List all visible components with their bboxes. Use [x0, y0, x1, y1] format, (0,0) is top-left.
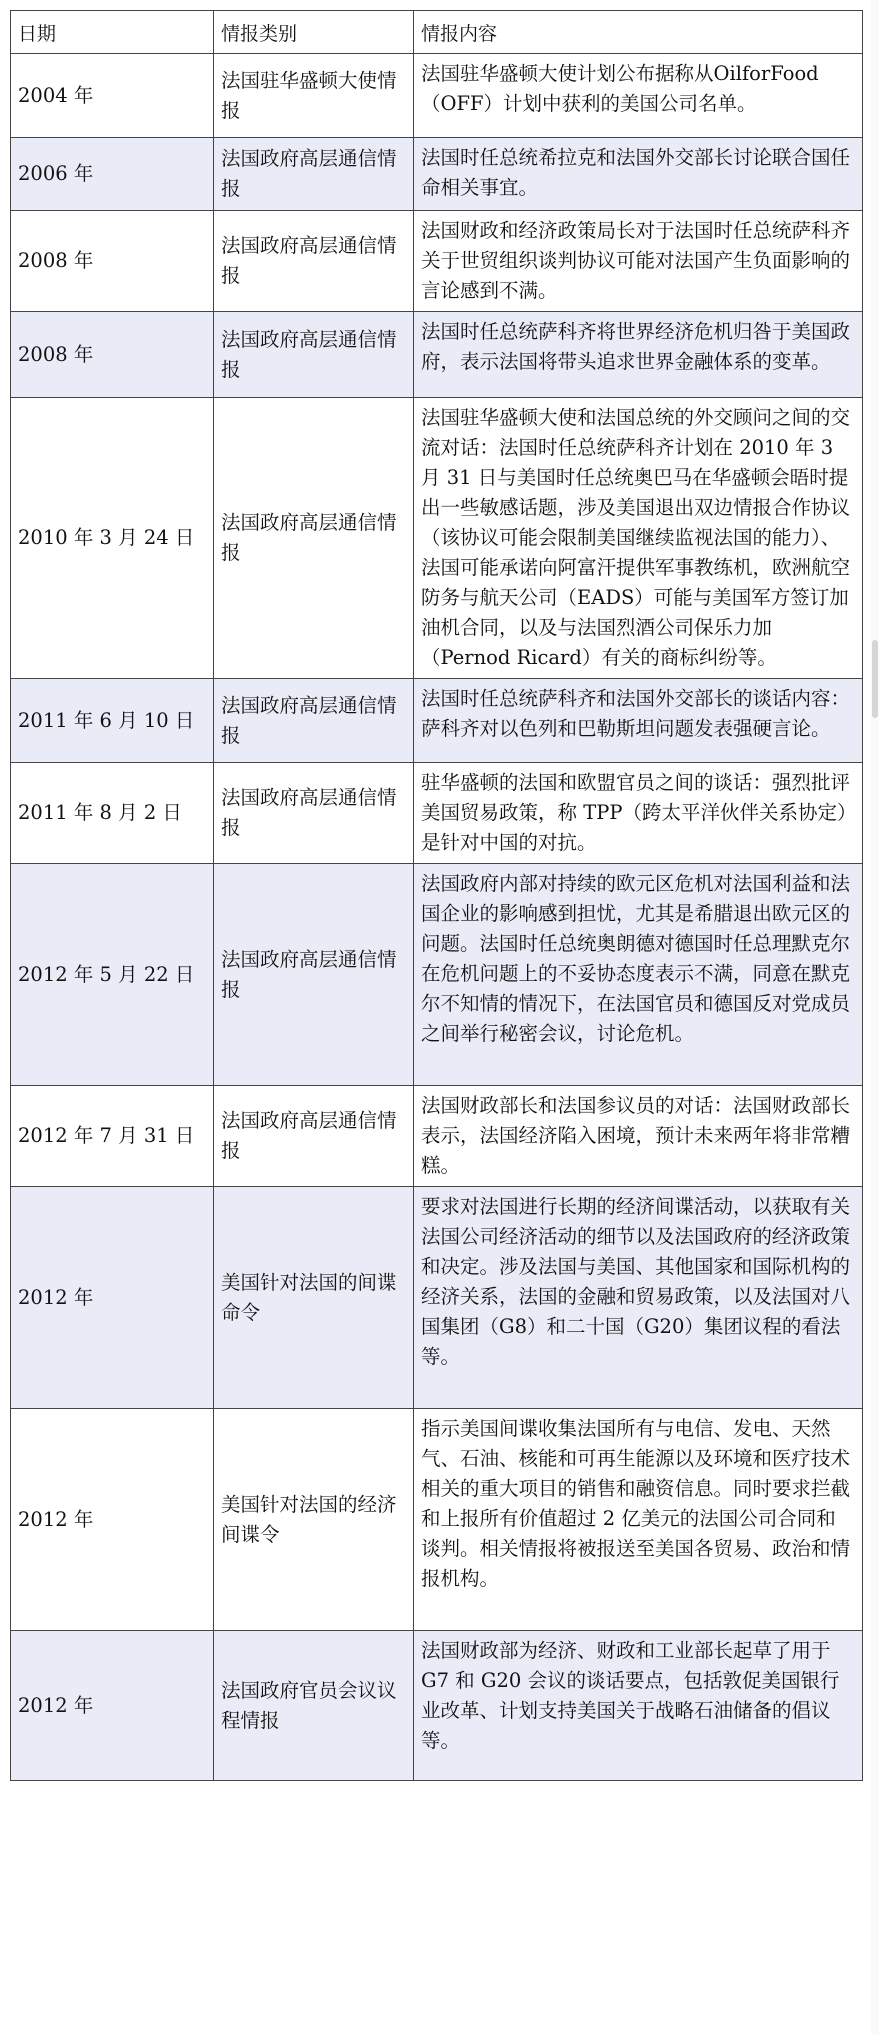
- table-row: [11, 1086, 863, 1187]
- scrollbar-thumb[interactable]: [872, 640, 878, 718]
- cell-category: 法国政府高层通信情报: [214, 211, 414, 312]
- cell-content: 法国时任总统希拉克和法国外交部长讨论联合国任命相关事宜。: [414, 138, 863, 211]
- cell-content: 法国时任总统萨科齐和法国外交部长的谈话内容：萨科齐对以色列和巴勒斯坦问题发表强硬言论。: [414, 679, 863, 763]
- cell-date: 2010 年 3 月 24 日: [11, 398, 214, 679]
- cell-date: 2012 年 5 月 22 日: [11, 864, 214, 1086]
- cell-content: 指示美国间谍收集法国所有与电信、发电、天然气、石油、核能和可再生能源以及环境和医疗技术相关的重大项目的销售和融资信息。同时要求拦截和上报所有价值超过 2 亿美元的法国公司合同和谈判。相关情报将被报送至美国各贸易、政治和情报机构。: [414, 1409, 863, 1631]
- cell-content: 法国政府内部对持续的欧元区危机对法国利益和法国企业的影响感到担忧，尤其是希腊退出欧元区的问题。法国时任总统奥朗德对德国时任总理默克尔在危机问题上的不妥协态度表示不满，同意在默克尔不知情的情况下，在法国官员和德国反对党成员之间举行秘密会议，讨论危机。: [414, 864, 863, 1086]
- cell-date: 2012 年: [11, 1409, 214, 1631]
- cell-category: 法国驻华盛顿大使情报: [214, 54, 414, 138]
- cell-date: 2011 年 6 月 10 日: [11, 679, 214, 763]
- table-header-row: [11, 11, 863, 54]
- table-row: [11, 1631, 863, 1781]
- cell-date: 2012 年: [11, 1187, 214, 1409]
- cell-category: 法国政府高层通信情报: [214, 763, 414, 864]
- cell-category: 法国政府高层通信情报: [214, 398, 414, 679]
- cell-category: 法国政府高层通信情报: [214, 864, 414, 1086]
- cell-category: 法国政府高层通信情报: [214, 679, 414, 763]
- cell-date: 2004 年: [11, 54, 214, 138]
- cell-content: 驻华盛顿的法国和欧盟官员之间的谈话：强烈批评美国贸易政策，称 TPP（跨太平洋伙伴关系协定）是针对中国的对抗。: [414, 763, 863, 864]
- intelligence-table: [10, 10, 863, 1781]
- table-row: [11, 1187, 863, 1409]
- cell-content: 法国驻华盛顿大使和法国总统的外交顾问之间的交流对话：法国时任总统萨科齐计划在 2010 年 3 月 31 日与美国时任总统奥巴马在华盛顿会晤时提出一些敏感话题，涉及美国退出双边情报合作协议（该协议可能会限制美国继续监视法国的能力）、法国可能承诺向阿富汗提供军事教练机，欧洲航空防务与航天公司（EADS）可能与美国军方签订加油机合同，以及与法国烈酒公司保乐力加（Pernod Ricard）有关的商标纠纷等。: [414, 398, 863, 679]
- cell-content: 法国财政和经济政策局长对于法国时任总统萨科齐关于世贸组织谈判协议可能对法国产生负面影响的言论感到不满。: [414, 211, 863, 312]
- table-row: [11, 211, 863, 312]
- cell-category: 法国政府高层通信情报: [214, 1086, 414, 1187]
- cell-date: 2008 年: [11, 211, 214, 312]
- table-row: [11, 679, 863, 763]
- table-row: [11, 398, 863, 679]
- header-category: 情报类别: [214, 11, 414, 54]
- header-content: 情报内容: [414, 11, 863, 54]
- scrollbar[interactable]: [871, 0, 879, 2035]
- cell-category: 法国政府高层通信情报: [214, 312, 414, 398]
- table-row: [11, 1409, 863, 1631]
- cell-date: 2011 年 8 月 2 日: [11, 763, 214, 864]
- cell-content: 法国驻华盛顿大使计划公布据称从OilforFood（OFF）计划中获利的美国公司名单。: [414, 54, 863, 138]
- table-row: [11, 312, 863, 398]
- cell-date: 2012 年: [11, 1631, 214, 1781]
- cell-content: 法国时任总统萨科齐将世界经济危机归咎于美国政府，表示法国将带头追求世界金融体系的变革。: [414, 312, 863, 398]
- cell-category: 法国政府官员会议议程情报: [214, 1631, 414, 1781]
- cell-date: 2006 年: [11, 138, 214, 211]
- cell-category: 法国政府高层通信情报: [214, 138, 414, 211]
- table-row: [11, 54, 863, 138]
- document: [10, 10, 862, 1781]
- table-row: [11, 864, 863, 1086]
- cell-date: 2012 年 7 月 31 日: [11, 1086, 214, 1187]
- cell-content: 法国财政部长和法国参议员的对话：法国财政部长表示，法国经济陷入困境，预计未来两年将非常糟糕。: [414, 1086, 863, 1187]
- cell-date: 2008 年: [11, 312, 214, 398]
- header-date: 日期: [11, 11, 214, 54]
- table-row: [11, 763, 863, 864]
- cell-content: 要求对法国进行长期的经济间谍活动，以获取有关法国公司经济活动的细节以及法国政府的经济政策和决定。涉及法国与美国、其他国家和国际机构的经济关系，法国的金融和贸易政策，以及法国对八国集团（G8）和二十国（G20）集团议程的看法等。: [414, 1187, 863, 1409]
- cell-category: 美国针对法国的间谍命令: [214, 1187, 414, 1409]
- cell-category: 美国针对法国的经济间谍令: [214, 1409, 414, 1631]
- table-row: [11, 138, 863, 211]
- cell-content: 法国财政部为经济、财政和工业部长起草了用于 G7 和 G20 会议的谈话要点，包括敦促美国银行业改革、计划支持美国关于战略石油储备的倡议等。: [414, 1631, 863, 1781]
